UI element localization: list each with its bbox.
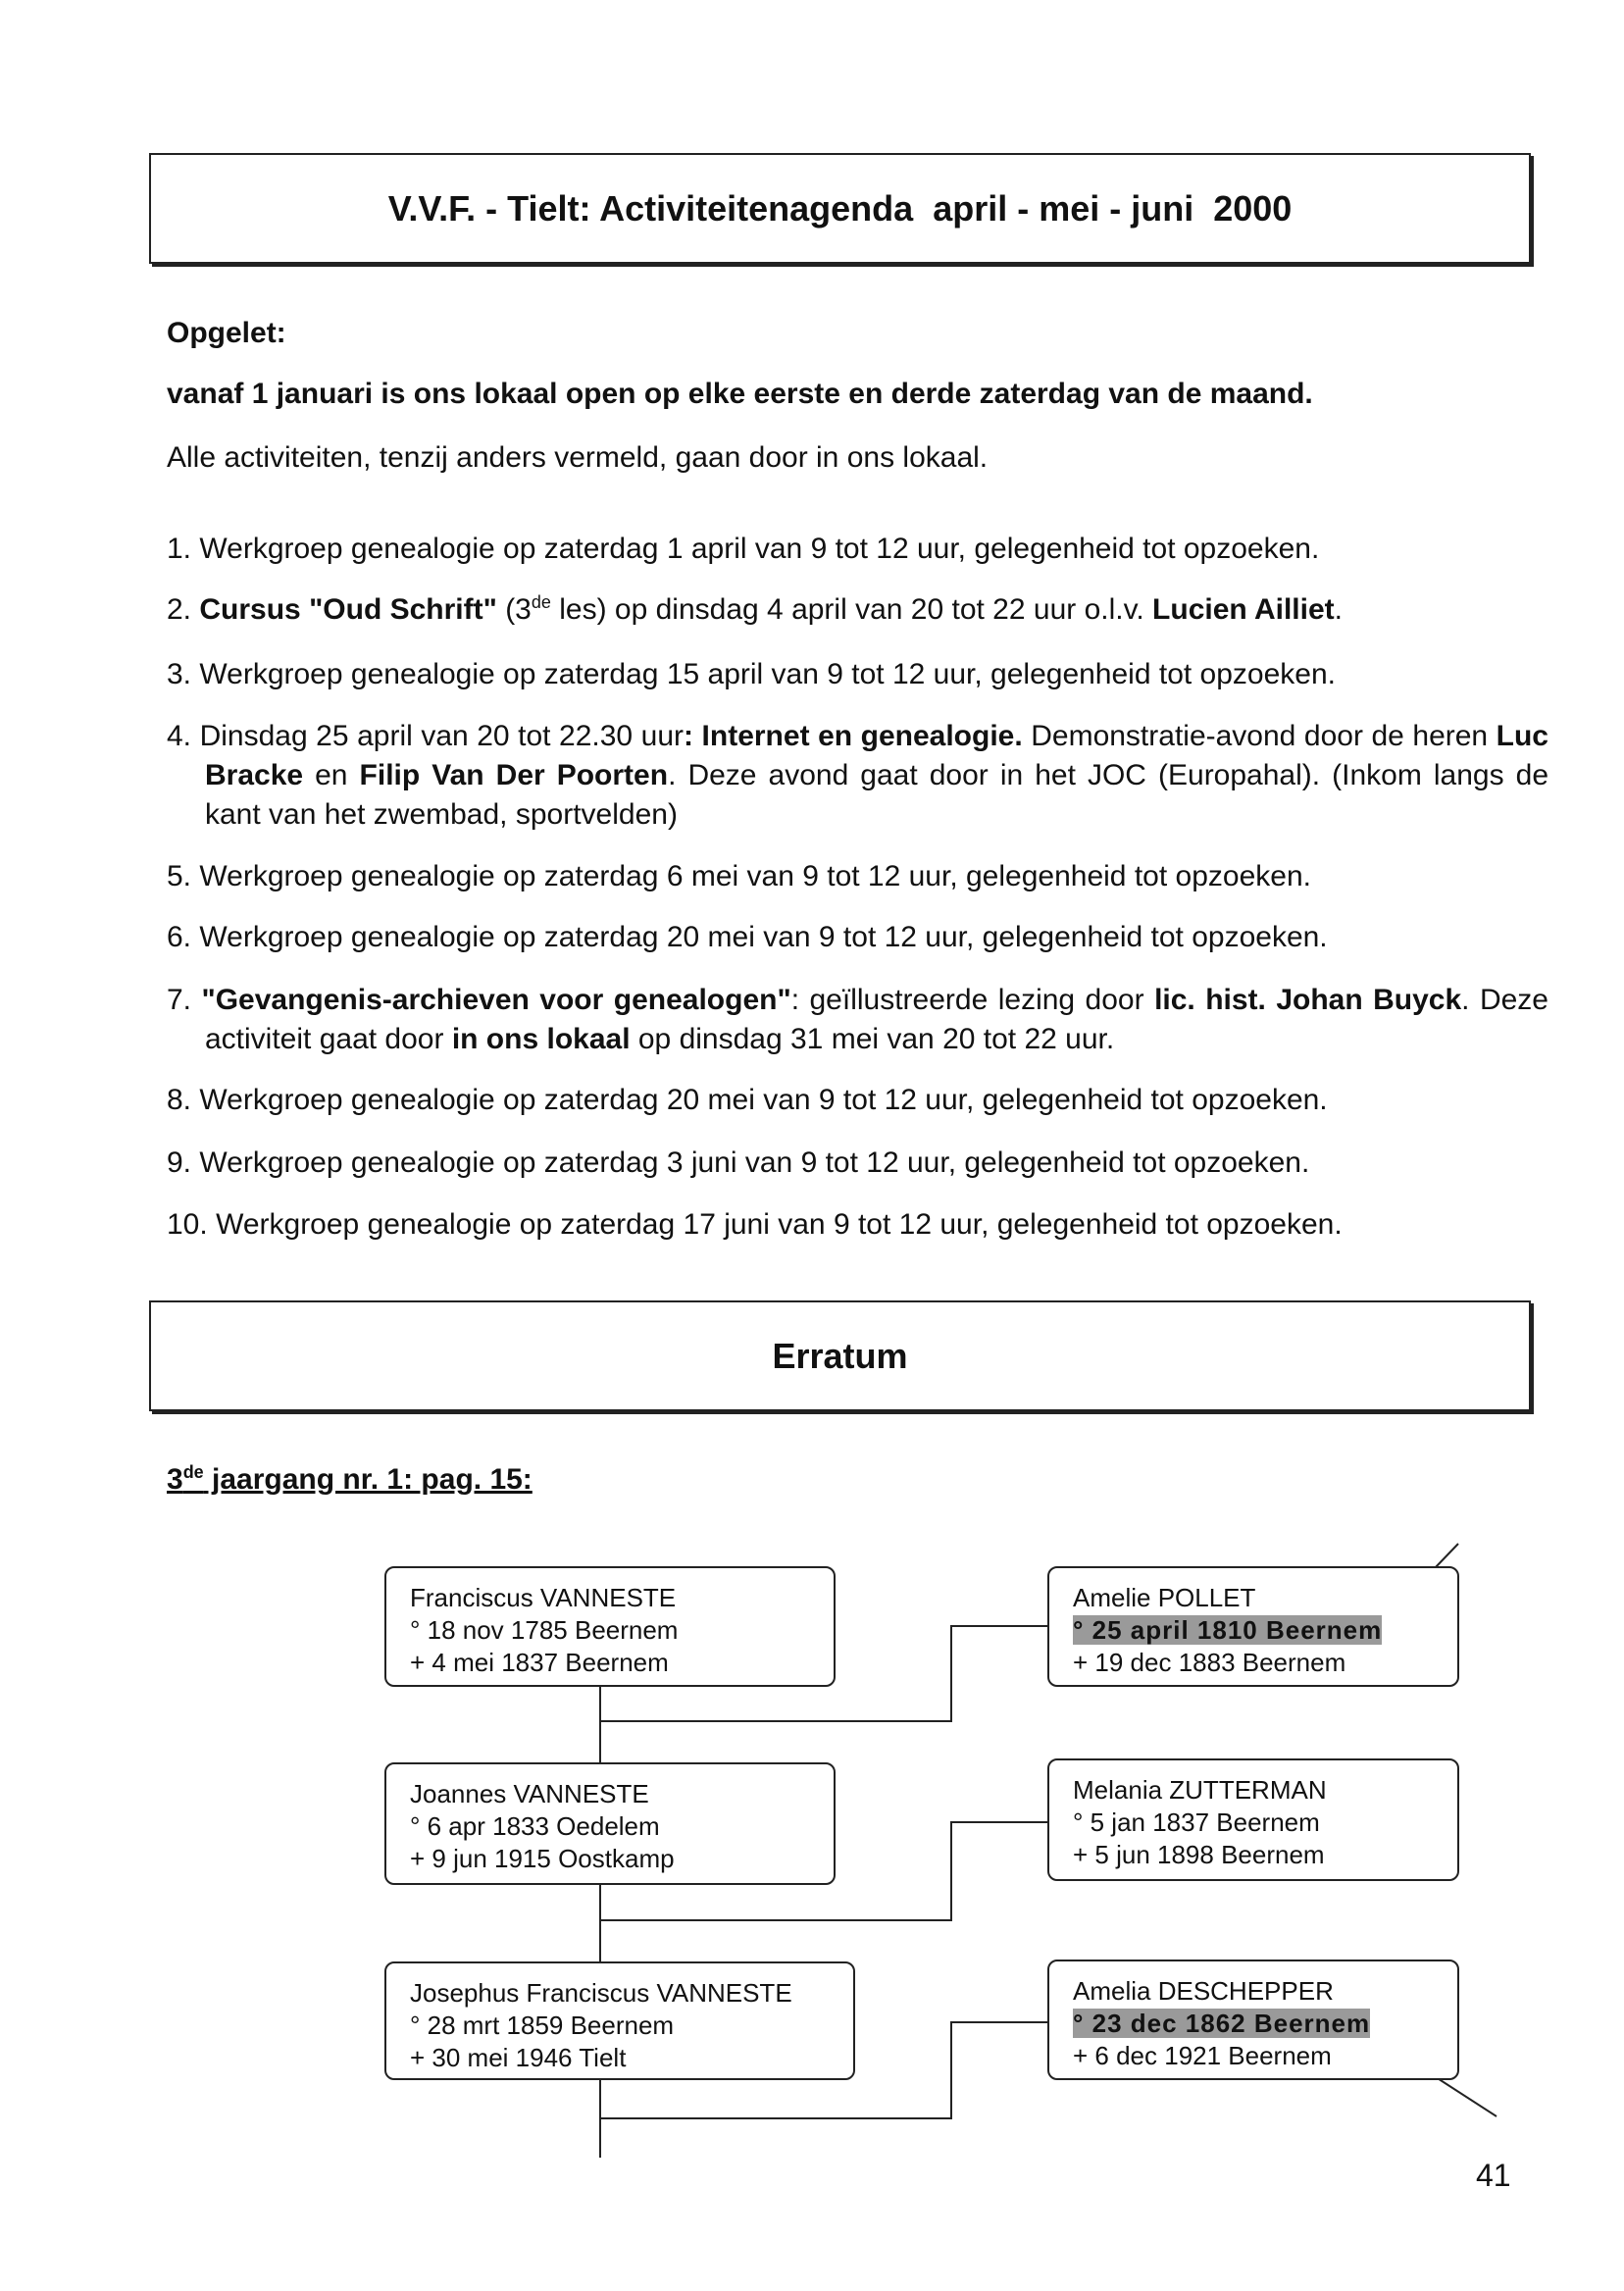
person-birth: ° 6 apr 1833 Oedelem	[410, 1811, 660, 1841]
person-birth: ° 5 jan 1837 Beernem	[1073, 1807, 1320, 1837]
ref-text: jaargang nr. 1: pag. 15:	[203, 1463, 533, 1496]
attention-label: Opgelet:	[167, 317, 286, 349]
location-emphasis: in ons lokaal	[451, 1023, 631, 1055]
person-box-melania	[1047, 1758, 1459, 1881]
speaker-name: lic. hist. Johan Buyck	[1154, 984, 1462, 1016]
lecture-title: "Gevangenis-archieven voor genealogen"	[201, 984, 791, 1016]
person-death: + 30 mei 1946 Tielt	[410, 2043, 627, 2072]
item-number: 5.	[167, 860, 192, 892]
person-name: Franciscus VANNESTE	[410, 1583, 677, 1612]
person-name: Josephus Franciscus VANNESTE	[410, 1978, 792, 2008]
teacher-name: Lucien Ailliet	[1152, 593, 1335, 626]
person-death: + 9 jun 1915 Oostkamp	[410, 1844, 675, 1873]
opening-notice: vanaf 1 januari is ons lokaal open op elke eerste en derde zaterdag van de maand.	[167, 378, 1313, 410]
item-text: . Deze activiteit gaat door	[205, 984, 1548, 1055]
topic: : Internet en genealogie.	[684, 720, 1023, 752]
person-name: Amelie POLLET	[1073, 1583, 1256, 1612]
person-death: + 5 jun 1898 Beernem	[1073, 1840, 1325, 1869]
item-text: op dinsdag 31 mei van 20 tot 22 uur.	[630, 1023, 1115, 1055]
person-birth-corrected: ° 23 dec 1862 Beernem	[1073, 2009, 1371, 2038]
location-note: Alle activiteiten, tenzij anders vermeld, gaan door in ons lokaal.	[167, 441, 989, 474]
ordinal-suffix: de	[531, 592, 551, 612]
ref-ordinal: de	[182, 1462, 204, 1482]
item-number: 7.	[167, 984, 192, 1016]
item-number: 3.	[167, 658, 192, 690]
person-box-amelie	[1047, 1566, 1459, 1687]
item-text: Werkgroep genealogie op zaterdag 1 april van 9 tot 12 uur, gelegenheid tot opzoeken.	[199, 533, 1320, 565]
item-number: 8.	[167, 1084, 192, 1116]
item-text: Werkgroep genealogie op zaterdag 20 mei van 9 tot 12 uur, gelegenheid tot opzoeken.	[199, 1084, 1328, 1116]
item-text: Werkgroep genealogie op zaterdag 20 mei van 9 tot 12 uur, gelegenheid tot opzoeken.	[199, 921, 1328, 953]
item-text: Werkgroep genealogie op zaterdag 15 april van 9 tot 12 uur, gelegenheid tot opzoeken.	[199, 658, 1336, 690]
speaker-name: Filip Van Der Poorten	[359, 759, 669, 791]
page-number: 41	[1476, 2158, 1511, 2193]
person-name: Joannes VANNESTE	[410, 1779, 649, 1808]
person-box-joannes	[384, 1762, 836, 1885]
person-birth: ° 28 mrt 1859 Beernem	[410, 2011, 675, 2040]
erratum-title: Erratum	[772, 1335, 908, 1376]
item-text: (3	[496, 593, 532, 626]
item-number: 4.	[167, 720, 192, 752]
item-text: : geïllustreerde lezing door	[790, 984, 1155, 1016]
item-text: . Deze avond gaat door in het JOC (Europahal). (Inkom langs de kant van het zwembad, sportvelden)	[205, 759, 1548, 831]
ref-number: 3	[167, 1463, 183, 1496]
person-birth-corrected: ° 25 april 1810 Beernem	[1073, 1615, 1383, 1645]
item-text: Demonstratie-avond door de heren	[1022, 720, 1497, 752]
item-text: .	[1334, 593, 1343, 626]
item-text: les) op dinsdag 4 april van 20 tot 22 uur o.l.v.	[550, 593, 1153, 626]
person-death: + 6 dec 1921 Beernem	[1073, 2041, 1332, 2070]
item-text: en	[303, 759, 360, 791]
person-box-franciscus	[384, 1566, 836, 1687]
person-box-amelia	[1047, 1960, 1459, 2080]
item-number: 9.	[167, 1146, 192, 1179]
item-text: Werkgroep genealogie op zaterdag 17 juni van 9 tot 12 uur, gelegenheid tot opzoeken.	[216, 1208, 1343, 1241]
person-box-josephus	[384, 1961, 855, 2080]
person-birth: ° 18 nov 1785 Beernem	[410, 1615, 679, 1645]
speaker-name: Luc Bracke	[205, 720, 1548, 791]
person-death: + 4 mei 1837 Beernem	[410, 1648, 669, 1677]
person-name: Amelia DESCHEPPER	[1073, 1976, 1334, 2006]
item-text: Werkgroep genealogie op zaterdag 3 juni van 9 tot 12 uur, gelegenheid tot opzoeken.	[199, 1146, 1310, 1179]
item-text: Werkgroep genealogie op zaterdag 6 mei van 9 tot 12 uur, gelegenheid tot opzoeken.	[199, 860, 1311, 892]
item-number: 2.	[167, 593, 192, 626]
course-name: Cursus "Oud Schrift"	[199, 593, 497, 626]
item-number: 1.	[167, 533, 192, 565]
person-death: + 19 dec 1883 Beernem	[1073, 1648, 1346, 1677]
person-name: Melania ZUTTERMAN	[1073, 1775, 1327, 1805]
item-number: 6.	[167, 921, 192, 953]
agenda-title: V.V.F. - Tielt: Activiteitenagenda april - mei - juni 2000	[387, 187, 1293, 229]
item-number: 10.	[167, 1208, 208, 1241]
item-text: Dinsdag 25 april van 20 tot 22.30 uur	[199, 720, 685, 752]
